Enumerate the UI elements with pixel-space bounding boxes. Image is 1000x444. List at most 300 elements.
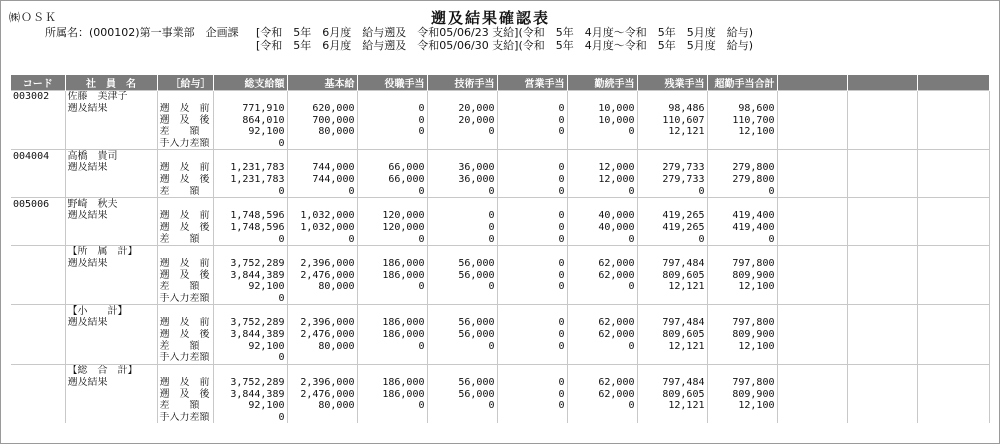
empty-cell [847,174,917,186]
row-kind: 遡 及 前 [157,258,213,270]
amount-cell [567,364,637,376]
empty-cell [847,293,917,305]
employee-code: 005006 [11,198,65,210]
amount-cell [637,293,707,305]
employee-name: 遡及結果 [65,317,157,329]
amount-cell [497,198,567,210]
amount-cell: 12,100 [707,126,777,138]
amount-cell [497,245,567,257]
amount-cell: 279,733 [637,162,707,174]
amount-cell: 0 [357,114,427,126]
amount-cell [637,305,707,317]
amount-cell: 0 [213,138,287,150]
empty-cell [917,138,989,150]
amount-cell: 0 [357,400,427,412]
amount-cell [637,198,707,210]
amount-cell: 0 [427,222,497,234]
amount-cell [567,138,637,150]
amount-cell: 809,605 [637,269,707,281]
amount-cell: 0 [707,233,777,245]
empty-cell [777,245,847,257]
table-row [11,317,989,329]
amount-cell [567,198,637,210]
table-row [11,233,989,245]
table-row [11,400,989,412]
column-header: 社 員 名 [65,75,157,91]
amount-cell: 0 [497,388,567,400]
employee-code [11,329,65,341]
amount-cell: 0 [567,233,637,245]
amount-cell [637,245,707,257]
result-table-area [11,75,989,439]
employee-code [11,388,65,400]
employee-name [65,352,157,364]
empty-cell [777,150,847,162]
employee-code [11,340,65,352]
amount-cell [427,245,497,257]
empty-cell [917,222,989,234]
amount-cell: 0 [357,186,427,198]
table-row [11,91,989,103]
row-kind [157,91,213,103]
employee-name [65,186,157,198]
amount-cell [567,305,637,317]
empty-cell [777,103,847,115]
amount-cell: 797,800 [707,317,777,329]
employee-name [65,174,157,186]
report-title: 遡及結果確認表 [431,9,551,27]
amount-cell: 0 [567,186,637,198]
empty-cell [777,269,847,281]
amount-cell [497,91,567,103]
empty-cell [777,352,847,364]
amount-cell: 0 [213,293,287,305]
table-row [11,352,989,364]
amount-cell: 864,010 [213,114,287,126]
amount-cell: 80,000 [287,281,357,293]
employee-name [65,269,157,281]
amount-cell: 0 [213,412,287,424]
empty-cell [917,281,989,293]
empty-cell [917,364,989,376]
empty-cell [777,114,847,126]
amount-cell: 0 [497,258,567,270]
empty-cell [847,138,917,150]
amount-cell: 0 [567,340,637,352]
amount-cell [427,352,497,364]
amount-cell [427,364,497,376]
table-row [11,198,989,210]
table-row [11,162,989,174]
amount-cell: 110,607 [637,114,707,126]
row-kind: 遡 及 前 [157,210,213,222]
empty-cell [917,91,989,103]
amount-cell: 12,100 [707,400,777,412]
row-kind: 遡 及 後 [157,329,213,341]
employee-code [11,222,65,234]
employee-code [11,293,65,305]
amount-cell: 0 [497,329,567,341]
amount-cell [213,198,287,210]
amount-cell [567,245,637,257]
employee-code [11,352,65,364]
amount-cell [637,138,707,150]
table-row [11,281,989,293]
amount-cell: 0 [427,210,497,222]
amount-cell: 0 [357,340,427,352]
amount-cell: 120,000 [357,222,427,234]
amount-cell: 3,844,389 [213,388,287,400]
amount-cell [707,352,777,364]
row-kind [157,150,213,162]
amount-cell: 20,000 [427,103,497,115]
amount-cell [357,150,427,162]
empty-cell [917,198,989,210]
amount-cell: 56,000 [427,317,497,329]
amount-cell [357,245,427,257]
employee-name [65,233,157,245]
empty-cell [777,305,847,317]
row-kind: 遡 及 後 [157,174,213,186]
empty-cell [777,293,847,305]
amount-cell: 0 [497,126,567,138]
result-table [11,75,990,423]
amount-cell [287,412,357,424]
table-row [11,245,989,257]
amount-cell: 0 [497,377,567,389]
empty-cell [917,412,989,424]
row-kind: 遡 及 後 [157,269,213,281]
table-body [11,91,989,424]
empty-cell [917,258,989,270]
employee-name: 遡及結果 [65,377,157,389]
empty-cell [917,377,989,389]
amount-cell: 0 [497,186,567,198]
empty-cell [847,305,917,317]
amount-cell: 2,476,000 [287,329,357,341]
employee-code [11,269,65,281]
empty-cell [917,293,989,305]
amount-cell [637,352,707,364]
row-kind [157,305,213,317]
amount-cell: 0 [427,281,497,293]
amount-cell [497,138,567,150]
empty-cell [777,364,847,376]
employee-code [11,317,65,329]
amount-cell [707,305,777,317]
amount-cell: 0 [637,186,707,198]
amount-cell: 1,748,596 [213,222,287,234]
amount-cell [707,412,777,424]
empty-cell [777,412,847,424]
amount-cell: 0 [567,400,637,412]
column-header [917,75,989,91]
empty-cell [847,126,917,138]
amount-cell: 3,752,289 [213,377,287,389]
row-kind: 手入力差額 [157,412,213,424]
amount-cell [213,364,287,376]
amount-cell: 186,000 [357,329,427,341]
amount-cell: 0 [497,281,567,293]
employee-code [11,364,65,376]
empty-cell [917,162,989,174]
empty-cell [777,210,847,222]
table-row [11,364,989,376]
employee-name [65,138,157,150]
amount-cell: 279,800 [707,162,777,174]
amount-cell: 797,484 [637,258,707,270]
amount-cell: 771,910 [213,103,287,115]
employee-name [65,114,157,126]
empty-cell [917,329,989,341]
amount-cell: 1,231,783 [213,174,287,186]
amount-cell [637,364,707,376]
amount-cell: 80,000 [287,400,357,412]
amount-cell [707,198,777,210]
employee-code [11,305,65,317]
table-row [11,305,989,317]
amount-cell: 1,231,783 [213,162,287,174]
employee-code [11,138,65,150]
amount-cell: 56,000 [427,258,497,270]
empty-cell [777,388,847,400]
amount-cell: 20,000 [427,114,497,126]
amount-cell: 744,000 [287,174,357,186]
amount-cell: 0 [497,174,567,186]
amount-cell: 0 [213,352,287,364]
table-row [11,329,989,341]
amount-cell: 110,700 [707,114,777,126]
empty-cell [917,269,989,281]
amount-cell: 0 [497,269,567,281]
amount-cell: 419,400 [707,222,777,234]
empty-cell [847,210,917,222]
amount-cell [497,150,567,162]
column-header: 基本給 [287,75,357,91]
amount-cell: 1,748,596 [213,210,287,222]
amount-cell [497,293,567,305]
amount-cell: 56,000 [427,388,497,400]
row-kind: 手入力差額 [157,293,213,305]
amount-cell: 1,032,000 [287,210,357,222]
amount-cell: 0 [287,186,357,198]
amount-cell: 66,000 [357,174,427,186]
employee-code [11,114,65,126]
amount-cell: 12,100 [707,340,777,352]
empty-cell [917,245,989,257]
column-header: 勤続手当 [567,75,637,91]
amount-cell [707,91,777,103]
amount-cell: 809,605 [637,329,707,341]
amount-cell [707,138,777,150]
empty-cell [917,103,989,115]
empty-cell [777,91,847,103]
employee-code [11,245,65,257]
amount-cell [357,293,427,305]
amount-cell: 80,000 [287,126,357,138]
amount-cell: 3,844,389 [213,329,287,341]
amount-cell: 0 [287,233,357,245]
amount-cell: 797,484 [637,317,707,329]
amount-cell: 797,800 [707,258,777,270]
amount-cell: 40,000 [567,222,637,234]
employee-code [11,174,65,186]
amount-cell: 186,000 [357,258,427,270]
amount-cell: 56,000 [427,329,497,341]
column-header [777,75,847,91]
amount-cell: 700,000 [287,114,357,126]
amount-cell: 62,000 [567,258,637,270]
row-kind: 差 額 [157,400,213,412]
amount-cell [427,198,497,210]
empty-cell [847,269,917,281]
table-row [11,412,989,424]
row-kind: 遡 及 前 [157,103,213,115]
column-header: 超勤手当合計 [707,75,777,91]
empty-cell [847,222,917,234]
amount-cell: 0 [567,281,637,293]
amount-cell: 2,476,000 [287,388,357,400]
amount-cell: 0 [357,126,427,138]
amount-cell [427,138,497,150]
amount-cell [287,150,357,162]
empty-cell [917,388,989,400]
table-row [11,388,989,400]
amount-cell: 12,000 [567,162,637,174]
amount-cell: 1,032,000 [287,222,357,234]
amount-cell: 92,100 [213,400,287,412]
amount-cell: 0 [497,340,567,352]
row-kind: 遡 及 前 [157,317,213,329]
amount-cell: 0 [427,186,497,198]
amount-cell [287,91,357,103]
amount-cell: 80,000 [287,340,357,352]
row-kind [157,364,213,376]
empty-cell [847,198,917,210]
amount-cell: 62,000 [567,269,637,281]
amount-cell: 62,000 [567,377,637,389]
amount-cell: 0 [567,126,637,138]
amount-cell: 0 [497,317,567,329]
amount-cell: 744,000 [287,162,357,174]
amount-cell: 56,000 [427,269,497,281]
amount-cell [213,305,287,317]
empty-cell [847,377,917,389]
amount-cell: 98,600 [707,103,777,115]
amount-cell: 419,400 [707,210,777,222]
amount-cell [497,305,567,317]
amount-cell [287,293,357,305]
employee-name: 高橋 貴司 [65,150,157,162]
empty-cell [917,340,989,352]
amount-cell: 809,900 [707,388,777,400]
amount-cell: 0 [497,114,567,126]
amount-cell [707,150,777,162]
empty-cell [777,258,847,270]
amount-cell: 186,000 [357,388,427,400]
empty-cell [917,150,989,162]
amount-cell: 0 [213,233,287,245]
amount-cell: 92,100 [213,126,287,138]
amount-cell [497,364,567,376]
table-row [11,138,989,150]
empty-cell [917,400,989,412]
column-header: 総支給額 [213,75,287,91]
empty-cell [777,186,847,198]
amount-cell: 66,000 [357,162,427,174]
amount-cell [357,364,427,376]
column-header: 営業手当 [497,75,567,91]
amount-cell [213,150,287,162]
employee-code [11,400,65,412]
row-kind: 手入力差額 [157,352,213,364]
amount-cell [707,293,777,305]
amount-cell: 62,000 [567,329,637,341]
empty-cell [847,150,917,162]
employee-code [11,126,65,138]
amount-cell: 62,000 [567,317,637,329]
amount-cell [287,305,357,317]
employee-code: 004004 [11,150,65,162]
employee-code [11,162,65,174]
row-kind: 差 額 [157,126,213,138]
amount-cell: 620,000 [287,103,357,115]
employee-name: 【所 属 計】 [65,245,157,257]
column-header [847,75,917,91]
amount-cell: 36,000 [427,162,497,174]
amount-cell: 12,000 [567,174,637,186]
row-kind: 遡 及 後 [157,388,213,400]
amount-cell [567,412,637,424]
empty-cell [777,138,847,150]
empty-cell [917,317,989,329]
amount-cell [213,91,287,103]
employee-name [65,388,157,400]
amount-cell: 2,396,000 [287,258,357,270]
employee-name: 遡及結果 [65,103,157,115]
employee-name [65,400,157,412]
amount-cell: 0 [497,103,567,115]
column-header: 残業手当 [637,75,707,91]
row-kind: 遡 及 前 [157,377,213,389]
amount-cell [427,412,497,424]
amount-cell: 62,000 [567,388,637,400]
employee-code [11,281,65,293]
employee-name: 【小 計】 [65,305,157,317]
empty-cell [777,377,847,389]
amount-cell: 2,476,000 [287,269,357,281]
employee-name: 佐藤 美津子 [65,91,157,103]
amount-cell: 0 [357,103,427,115]
empty-cell [917,186,989,198]
period-range-2: [令和 5年 6月度 給与遡及 令和05/06/30 支給](令和 5年 4月度～令和 5年 5月度 給与) [256,39,754,52]
amount-cell: 98,486 [637,103,707,115]
empty-cell [777,281,847,293]
amount-cell: 10,000 [567,114,637,126]
amount-cell [287,245,357,257]
amount-cell [637,412,707,424]
empty-cell [847,245,917,257]
amount-cell [637,91,707,103]
table-row [11,258,989,270]
empty-cell [777,233,847,245]
empty-cell [917,210,989,222]
employee-name [65,281,157,293]
amount-cell: 12,121 [637,126,707,138]
empty-cell [917,174,989,186]
amount-cell [427,293,497,305]
amount-cell [707,364,777,376]
